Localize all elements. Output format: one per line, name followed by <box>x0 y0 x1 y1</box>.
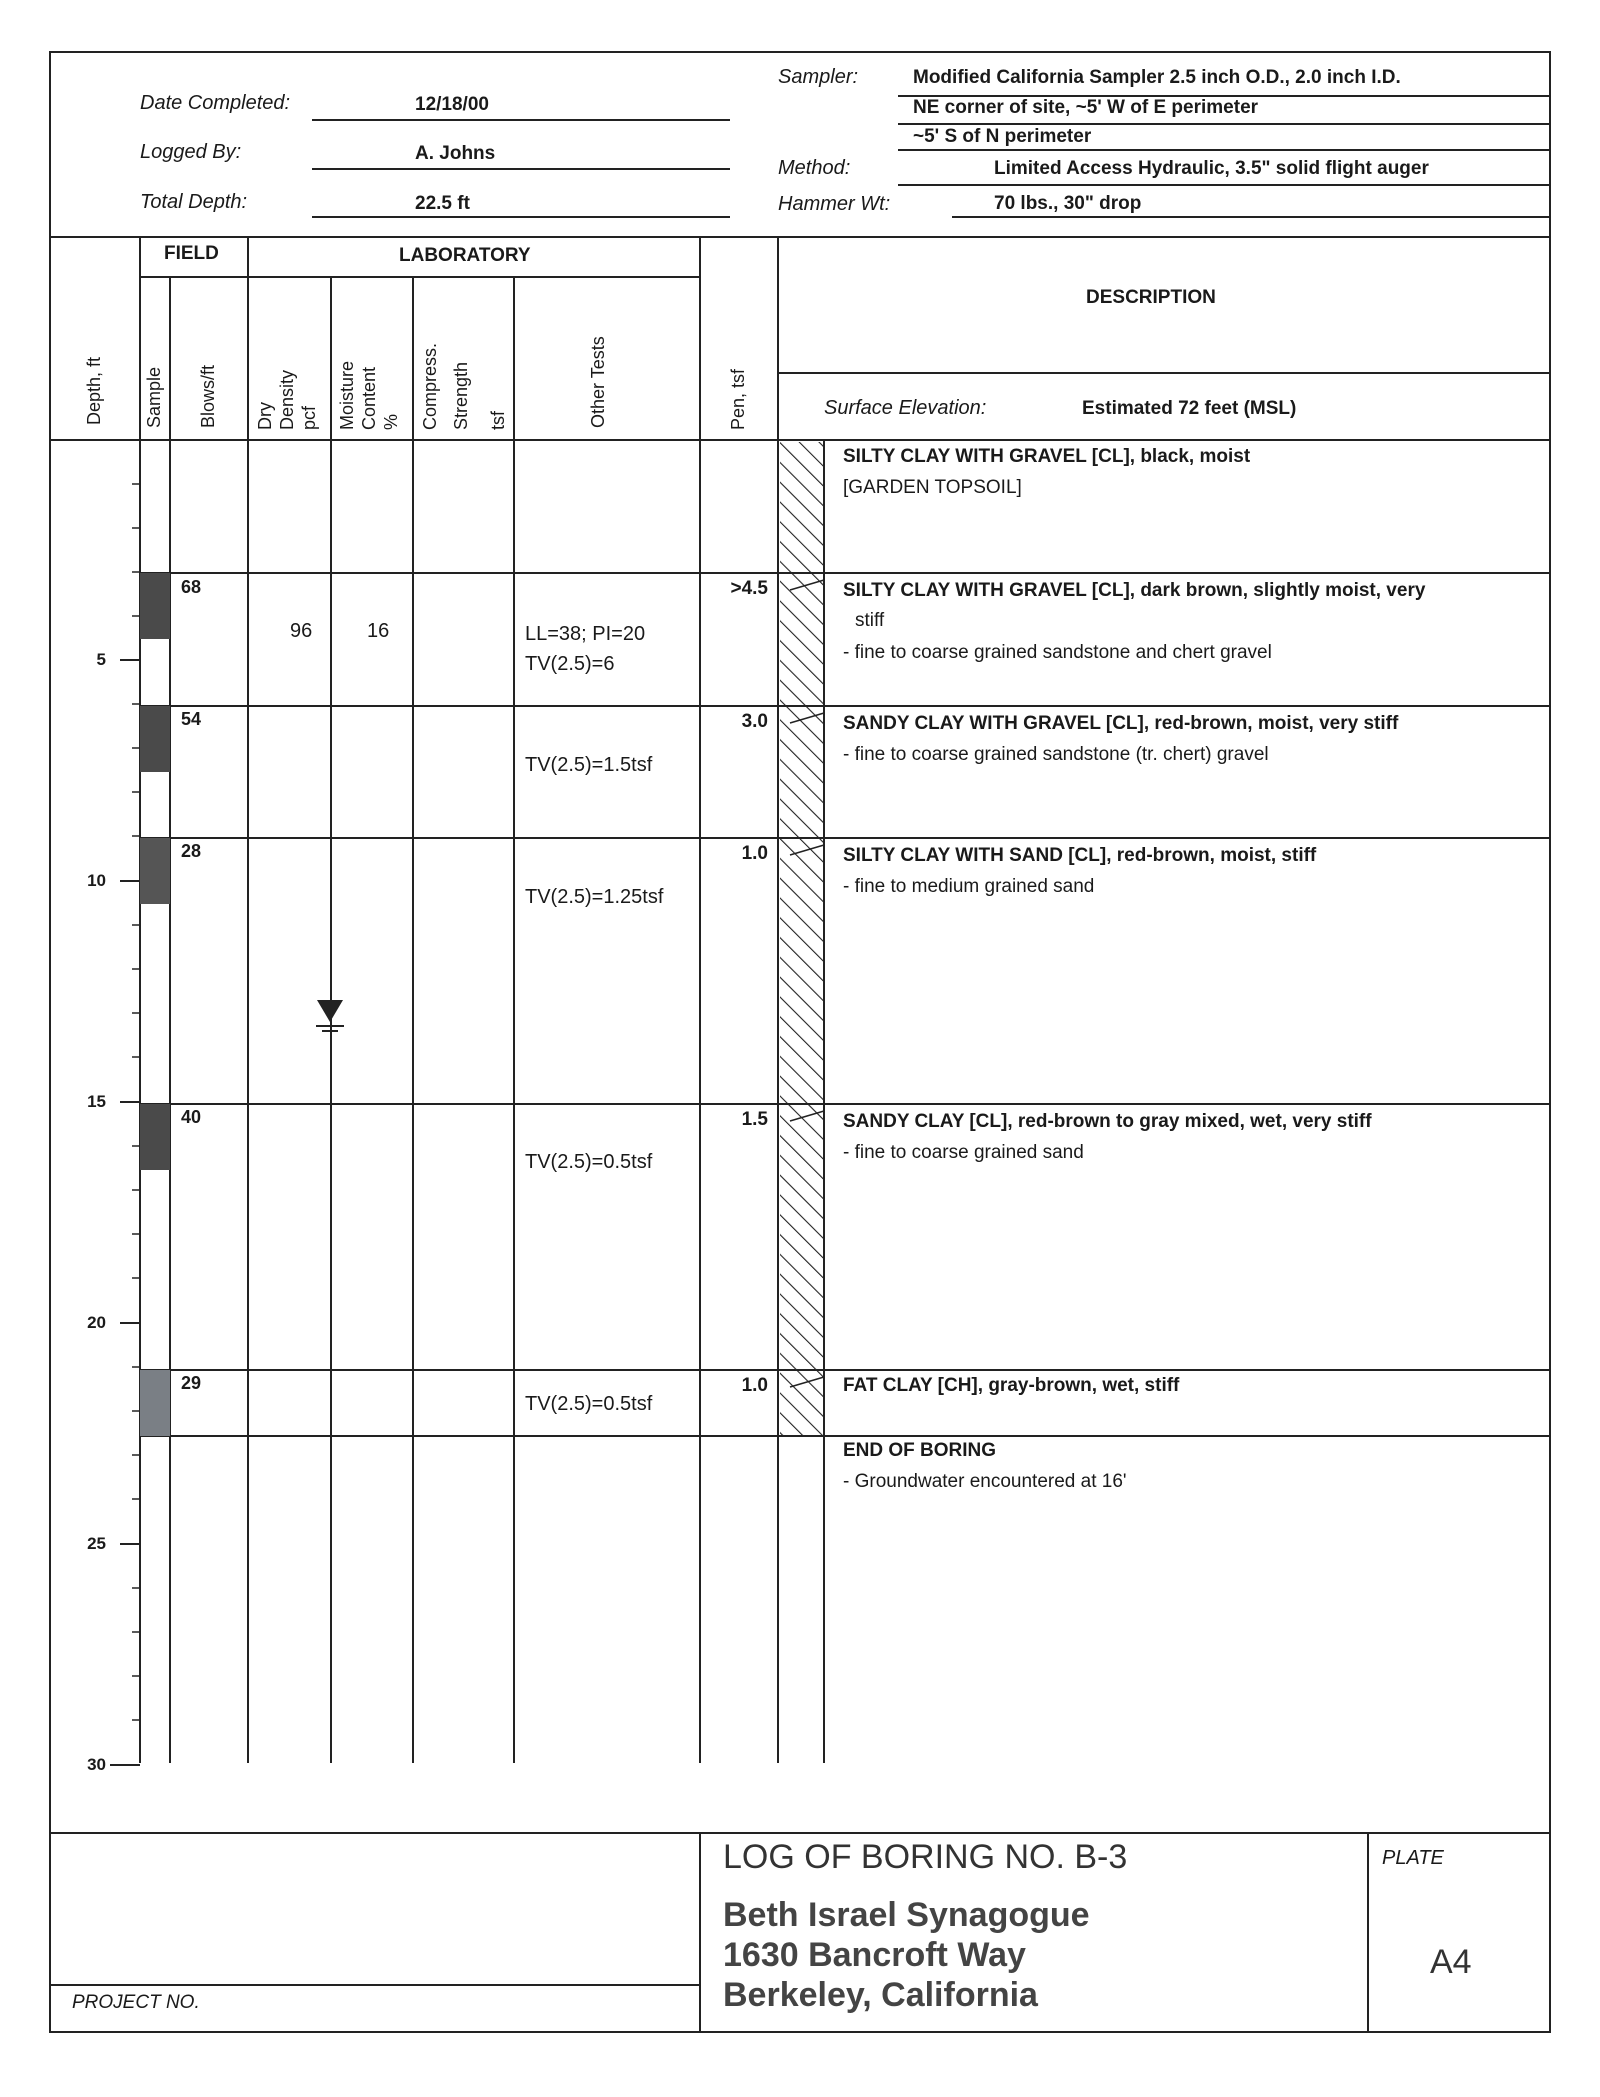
sample-intervals <box>140 573 170 1436</box>
location-line-2: ~5' S of N perimeter <box>913 126 1092 147</box>
sample-interval-3 <box>140 838 170 904</box>
moisture-label-2: Content <box>359 366 379 430</box>
depth-label-25: 25 <box>87 1534 106 1553</box>
project-city: Berkeley, California <box>723 1976 1038 2014</box>
method-label: Method: <box>778 157 851 179</box>
layer-2-blows: 68 <box>181 577 202 597</box>
layer-6-test-1: TV(2.5)=0.5tsf <box>525 1393 653 1415</box>
layer-4-title: SILTY CLAY WITH SAND [CL], red-brown, moist, stiff <box>843 845 1317 866</box>
date-completed-value: 12/18/00 <box>415 94 489 115</box>
layer-2-line-2: - fine to coarse grained sandstone and chert gravel <box>843 642 1272 663</box>
sampler-value: Modified California Sampler 2.5 inch O.D., 2.0 inch I.D. <box>913 67 1401 88</box>
groundwater-marker <box>316 1000 344 1031</box>
sample-column-label: Sample <box>144 366 164 428</box>
layer-1-title: SILTY CLAY WITH GRAVEL [CL], black, moist <box>843 446 1251 467</box>
layer-3-test-1: TV(2.5)=1.5tsf <box>525 754 653 776</box>
compress-label-1: Compress. <box>420 342 440 430</box>
depth-label-5: 5 <box>96 650 106 669</box>
dry-density-label-1: Dry <box>255 402 275 430</box>
layer-3-line-1: - fine to coarse grained sandstone (tr. chert) gravel <box>843 744 1269 765</box>
layer-6-title: FAT CLAY [CH], gray-brown, wet, stiff <box>843 1375 1180 1396</box>
plate-label: PLATE <box>1382 1847 1444 1869</box>
logged-by-label: Logged By: <box>140 141 242 163</box>
sample-interval-5 <box>140 1370 170 1436</box>
layer-4-pen: 1.0 <box>741 843 768 864</box>
layer-5-title: SANDY CLAY [CL], red-brown to gray mixed, wet, very stiff <box>843 1111 1372 1132</box>
layer-2-test-2: TV(2.5)=6 <box>525 653 615 675</box>
layer-2-pen: >4.5 <box>730 578 768 599</box>
sample-interval-1 <box>140 573 170 639</box>
layer-2-dry-density: 96 <box>290 620 313 642</box>
layer-3-pen: 3.0 <box>741 711 768 732</box>
moisture-label-1: Moisture <box>337 360 357 430</box>
blows-column-label: Blows/ft <box>198 364 218 428</box>
hammer-value: 70 lbs., 30" drop <box>994 193 1142 214</box>
layer-3-title: SANDY CLAY WITH GRAVEL [CL], red-brown, moist, very stiff <box>843 713 1399 734</box>
total-depth-label: Total Depth: <box>140 191 248 213</box>
layer-5-line-1: - fine to coarse grained sand <box>843 1142 1084 1163</box>
hammer-label: Hammer Wt: <box>778 193 891 215</box>
project-name: Beth Israel Synagogue <box>723 1896 1090 1934</box>
sample-interval-4 <box>140 1104 170 1170</box>
other-tests-label: Other Tests <box>588 336 608 428</box>
layer-2-title: SILTY CLAY WITH GRAVEL [CL], dark brown, slightly moist, very <box>843 580 1426 601</box>
layer-4-blows: 28 <box>181 841 202 861</box>
depth-label-15: 15 <box>87 1092 106 1111</box>
layer-3-blows: 54 <box>181 709 202 729</box>
field-header: FIELD <box>164 243 219 264</box>
groundwater-note: - Groundwater encountered at 16' <box>843 1471 1127 1492</box>
layer-4-test-1: TV(2.5)=1.25tsf <box>525 886 664 908</box>
layer-2-moisture: 16 <box>367 620 390 642</box>
depth-label-30: 30 <box>87 1755 106 1774</box>
project-address: 1630 Bancroft Way <box>723 1936 1026 1974</box>
surface-elevation-value: Estimated 72 feet (MSL) <box>1082 398 1297 419</box>
layer-1-line-1: [GARDEN TOPSOIL] <box>843 477 1022 498</box>
graphic-log-hatch <box>780 442 823 1435</box>
layer-2-test-1: LL=38; PI=20 <box>525 623 646 645</box>
total-depth-value: 22.5 ft <box>415 193 470 214</box>
surface-elevation-label: Surface Elevation: <box>824 397 987 419</box>
pen-column-label: Pen, tsf <box>728 368 748 430</box>
project-no-label: PROJECT NO. <box>72 1992 200 2013</box>
compress-label-3: tsf <box>488 410 508 430</box>
location-line-1: NE corner of site, ~5' W of E perimeter <box>913 97 1259 118</box>
depth-label-10: 10 <box>87 871 106 890</box>
sample-interval-2 <box>140 706 170 772</box>
layer-5-test-1: TV(2.5)=0.5tsf <box>525 1151 653 1173</box>
layer-5-pen: 1.5 <box>741 1109 768 1130</box>
layer-6-pen: 1.0 <box>741 1375 768 1396</box>
layer-5-blows: 40 <box>181 1107 202 1127</box>
plate-number: A4 <box>1430 1943 1472 1981</box>
sampler-label: Sampler: <box>778 66 859 88</box>
layer-4-line-1: - fine to medium grained sand <box>843 876 1095 897</box>
end-of-boring-title: END OF BORING <box>843 1440 997 1461</box>
dry-density-label-2: Density <box>277 369 297 430</box>
method-value: Limited Access Hydraulic, 3.5" solid flight auger <box>994 158 1429 179</box>
description-header: DESCRIPTION <box>1086 287 1216 308</box>
date-completed-label: Date Completed: <box>140 92 291 114</box>
log-title: LOG OF BORING NO. B-3 <box>723 1838 1128 1876</box>
layer-6-blows: 29 <box>181 1373 202 1393</box>
dry-density-label-3: pcf <box>299 405 319 430</box>
logged-by-value: A. Johns <box>415 143 496 164</box>
layer-2-line-1: stiff <box>855 610 885 631</box>
moisture-label-3: % <box>381 413 401 430</box>
depth-column-label: Depth, ft <box>84 356 104 425</box>
compress-label-2: Strength <box>451 361 471 430</box>
depth-label-20: 20 <box>87 1313 106 1332</box>
laboratory-header: LABORATORY <box>399 245 531 266</box>
